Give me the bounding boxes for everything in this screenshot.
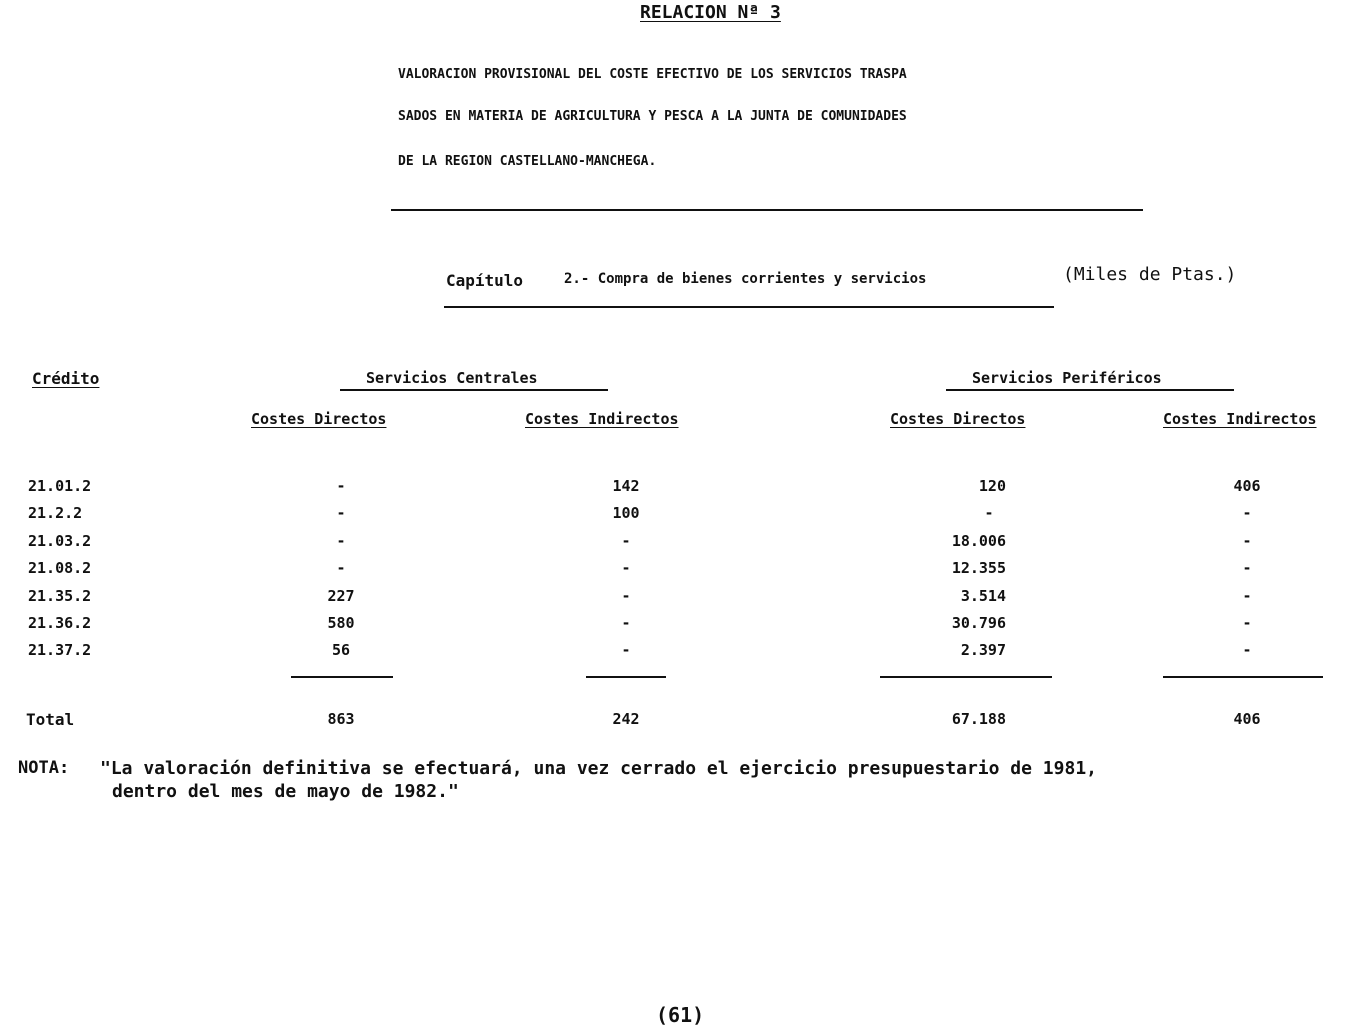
- col-periph-indirect-header: Costes Indirectos: [1163, 410, 1317, 428]
- total-periph-indirect: 406: [1233, 710, 1261, 728]
- credit-header: Crédito: [32, 369, 100, 388]
- intro-divider: [391, 209, 1143, 211]
- periph-direct-value: 30.796: [951, 614, 1006, 632]
- sum-line-central-direct: [291, 676, 393, 678]
- periph-direct-value: 12.355: [951, 559, 1006, 577]
- periph-direct-value: 3.514: [960, 587, 1006, 605]
- total-periph-direct: 67.188: [951, 710, 1006, 728]
- page-number: (61): [656, 1003, 705, 1027]
- credit-code: 21.37.2: [28, 641, 92, 659]
- central-direct-value: -: [336, 559, 346, 577]
- sum-line-central-indirect: [586, 676, 666, 678]
- central-indirect-value: 142: [612, 477, 640, 495]
- central-indirect-value: -: [621, 587, 631, 605]
- note-line-2: dentro del mes de mayo de 1982.": [112, 781, 459, 802]
- total-central-indirect: 242: [612, 710, 640, 728]
- chapter-title: 2.- Compra de bienes corrientes y servicios: [564, 271, 927, 287]
- credit-code: 21.36.2: [28, 614, 92, 632]
- group-peripheral-header: Servicios Periféricos: [972, 369, 1162, 387]
- chapter-divider: [444, 306, 1054, 308]
- chapter-label: Capítulo: [446, 271, 524, 290]
- col-periph-direct-header: Costes Directos: [890, 410, 1026, 428]
- periph-indirect-value: -: [1242, 587, 1252, 605]
- chapter-unit: (Miles de Ptas.): [1063, 264, 1237, 285]
- periph-indirect-value: -: [1242, 504, 1252, 522]
- central-direct-value: 580: [327, 614, 355, 632]
- document-title: RELACION Nª 3: [640, 2, 781, 23]
- total-label: Total: [26, 710, 75, 729]
- credit-code: 21.01.2: [28, 477, 92, 495]
- col-central-indirect-header: Costes Indirectos: [525, 410, 679, 428]
- sum-line-periph-direct: [880, 676, 1052, 678]
- credit-code: 21.03.2: [28, 532, 92, 550]
- central-indirect-value: -: [621, 559, 631, 577]
- periph-indirect-value: 406: [1233, 477, 1261, 495]
- periph-direct-value: 120: [978, 477, 1006, 495]
- col-central-direct-header: Costes Directos: [251, 410, 387, 428]
- total-central-direct: 863: [327, 710, 355, 728]
- central-direct-value: -: [336, 504, 346, 522]
- periph-indirect-value: -: [1242, 614, 1252, 632]
- central-direct-value: -: [336, 532, 346, 550]
- intro-line-2: SADOS EN MATERIA DE AGRICULTURA Y PESCA A LA JUNTA DE COMUNIDADES: [398, 109, 907, 124]
- group-peripheral-underline: [946, 389, 1234, 391]
- central-indirect-value: -: [621, 641, 631, 659]
- periph-direct-value: 2.397: [960, 641, 1006, 659]
- intro-line-3: DE LA REGION CASTELLANO-MANCHEGA.: [398, 154, 657, 169]
- central-indirect-value: -: [621, 614, 631, 632]
- periph-direct-value: 18.006: [951, 532, 1006, 550]
- periph-indirect-value: -: [1242, 559, 1252, 577]
- central-direct-value: 56: [331, 641, 351, 659]
- periph-direct-value: -: [984, 504, 994, 522]
- central-direct-value: 227: [327, 587, 355, 605]
- intro-line-1: VALORACION PROVISIONAL DEL COSTE EFECTIVO DE LOS SERVICIOS TRASPA: [398, 67, 907, 82]
- group-central-underline: [340, 389, 608, 391]
- note-line-1: "La valoración definitiva se efectuará, una vez cerrado el ejercicio presupuestario de 1981,: [100, 758, 1097, 779]
- credit-code: 21.2.2: [28, 504, 83, 522]
- credit-code: 21.08.2: [28, 559, 92, 577]
- central-direct-value: -: [336, 477, 346, 495]
- periph-indirect-value: -: [1242, 641, 1252, 659]
- periph-indirect-value: -: [1242, 532, 1252, 550]
- central-indirect-value: -: [621, 532, 631, 550]
- note-label: NOTA:: [18, 758, 70, 778]
- credit-code: 21.35.2: [28, 587, 92, 605]
- central-indirect-value: 100: [612, 504, 640, 522]
- group-central-header: Servicios Centrales: [366, 369, 538, 387]
- sum-line-periph-indirect: [1163, 676, 1323, 678]
